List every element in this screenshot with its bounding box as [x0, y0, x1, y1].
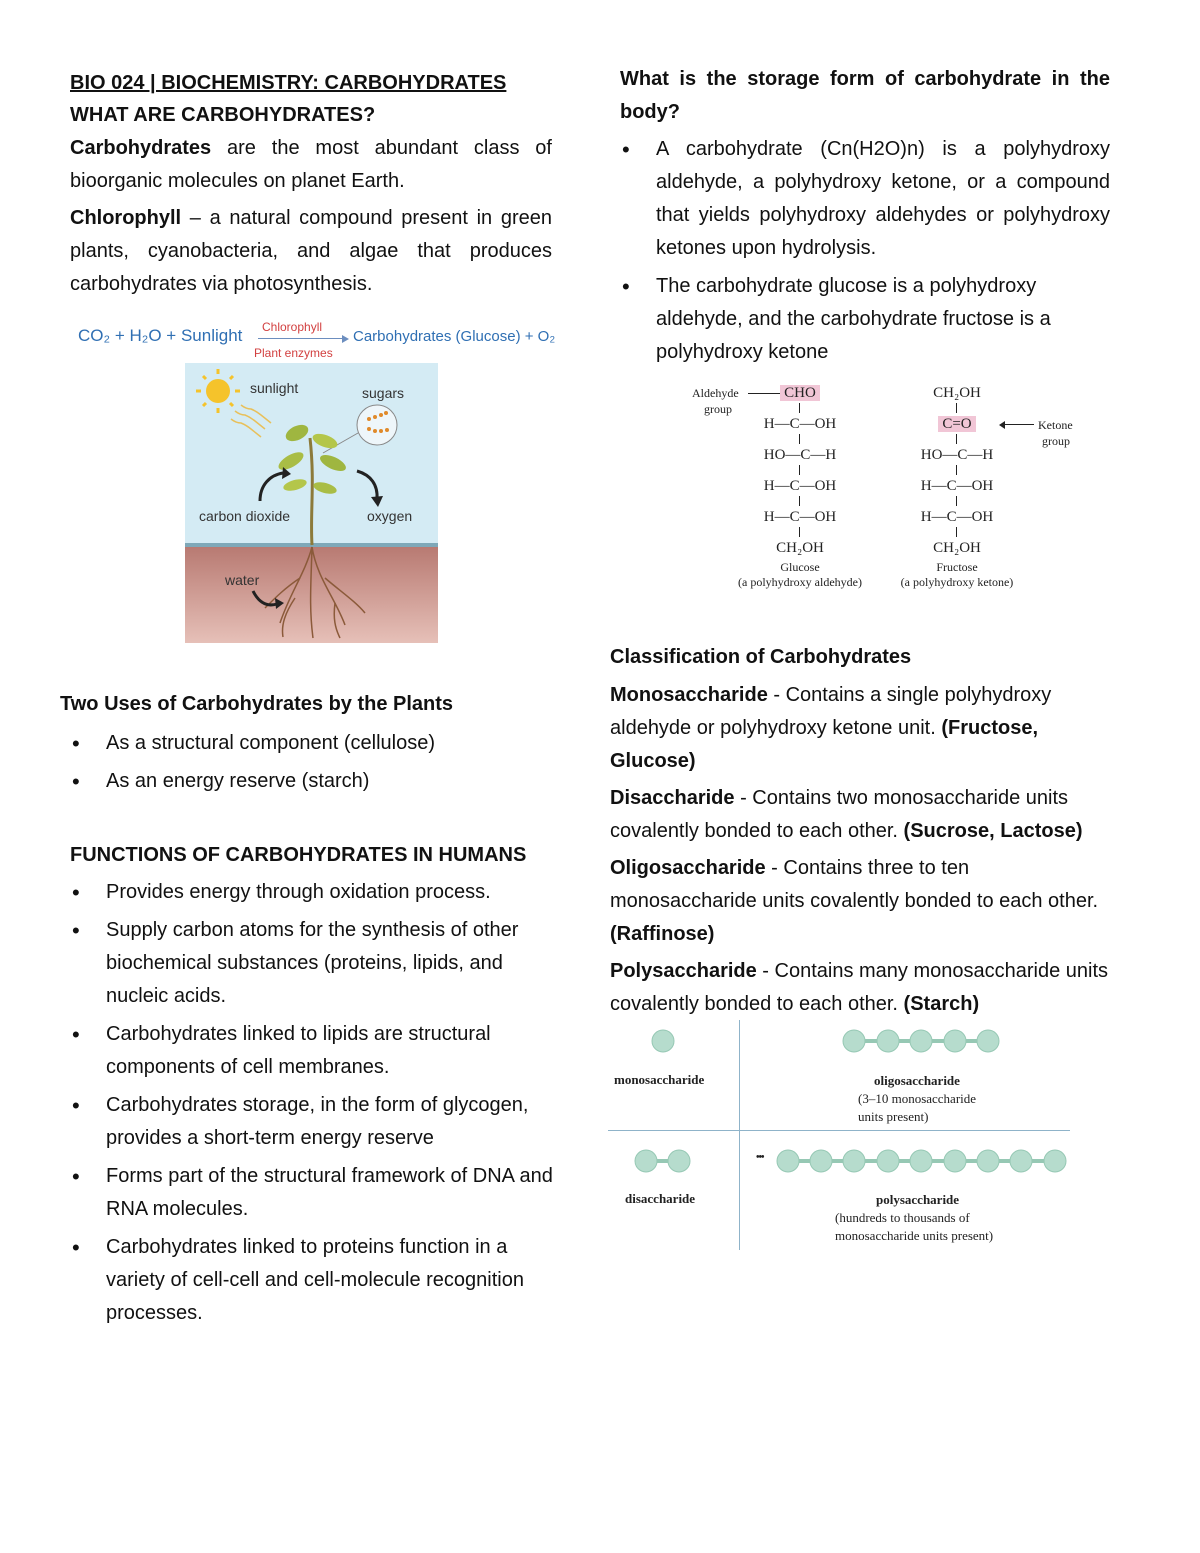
poly-desc-2: monosaccharide units present): [835, 1228, 994, 1243]
class-example: (Fructose, Glucose): [610, 717, 1039, 772]
plant-uses-section: [60, 688, 560, 803]
storage-list: [620, 133, 1110, 369]
fructose-bonds: [956, 465, 957, 475]
class-def: - Contains a single polyhydroxy aldehyde or polyhydroxy ketone unit.: [610, 684, 1052, 739]
ketone-highlight: C=O: [938, 416, 975, 432]
uses-list: [70, 727, 560, 798]
class-def: - Contains three to ten monosaccharide units covalently bonded to each other.: [610, 857, 1099, 912]
aldehyde-highlight: CHO: [780, 385, 820, 401]
label-disaccharide: disaccharide: [625, 1191, 696, 1206]
fructose-bonds: [956, 434, 957, 444]
storage-heading: What is the storage form of carbohydrate in the body?: [620, 68, 1110, 123]
label-water: water: [225, 572, 260, 588]
glucose-row: CH₂OH: [776, 540, 824, 556]
fructose-row: H—C—OH: [920, 509, 994, 525]
list-item: • Carbohydrates storage, in the form of glycogen, provides a short-term energy reserve: [70, 1089, 560, 1155]
label-oxygen: oxygen: [367, 508, 413, 524]
fructose-structure: [887, 382, 1027, 559]
label-oligosaccharide: oligosaccharide: [874, 1073, 960, 1088]
carb-term: Carbohydrates: [70, 137, 212, 159]
class-polysaccharide: [610, 955, 1115, 1021]
list-item: • As an energy reserve (starch): [70, 765, 560, 798]
label-carbon-dioxide: carbon dioxide: [199, 508, 291, 524]
photosynthesis-equation: [78, 318, 568, 362]
class-monosaccharide: [610, 679, 1115, 778]
class-term: Polysaccharide: [610, 960, 757, 982]
class-oligosaccharide: [610, 852, 1115, 951]
functions-section: [70, 839, 560, 1335]
equation-enzymes: Plant enzymes: [254, 346, 333, 360]
class-example: (Sucrose, Lactose): [903, 820, 1083, 842]
glucose-row: H—C—OH: [763, 416, 837, 432]
arrow-head-icon: [342, 335, 349, 343]
glucose-fructose-structures: [690, 380, 1090, 595]
list-item: • Provides energy through oxidation process.: [70, 876, 560, 909]
poly-desc-1: (hundreds to thousands of: [835, 1210, 970, 1225]
ketone-arrow: [1004, 424, 1034, 425]
list-item: • Carbohydrates linked to proteins function in a variety of cell-cell and cell-molecule recognition processes.: [70, 1231, 560, 1330]
label-sunlight: sunlight: [250, 380, 299, 396]
glucose-bonds: [799, 403, 800, 413]
class-term: Monosaccharide: [610, 684, 768, 706]
glucose-caption: [720, 560, 880, 590]
glucose-row: HO—C—H: [763, 447, 837, 463]
class-example: (Raffinose): [610, 923, 715, 945]
list-item: • Forms part of the structural framework of DNA and RNA molecules.: [70, 1160, 560, 1226]
fructose-bonds: [956, 527, 957, 537]
arrow-head-icon: [999, 421, 1005, 429]
list-item: • A carbohydrate (Cn(H2O)n) is a polyhydroxy aldehyde, a polyhydroxy ketone, or a compound that yields polyhydroxy aldehydes or polyhydroxy ketones upon hydrolysis.: [620, 133, 1110, 265]
equation-arrow: [258, 338, 346, 339]
list-item: • As a structural component (cellulose): [70, 727, 560, 760]
fructose-row: CH₂OH: [933, 540, 981, 556]
class-term: Disaccharide: [610, 787, 735, 809]
list-item: • The carbohydrate glucose is a polyhydroxy aldehyde, and the carbohydrate fructose is a polyhydroxy ketone: [620, 270, 1110, 369]
label-sugars: sugars: [362, 385, 405, 401]
equation-catalyst: Chlorophyll: [262, 320, 323, 334]
functions-heading: FUNCTIONS OF CARBOHYDRATES IN HUMANS: [70, 844, 527, 866]
storage-section: [620, 63, 1110, 374]
label-monosaccharide: monosaccharide: [614, 1072, 705, 1087]
carb-def-text: are the most abundant class of bioorganic molecules on planet Earth.: [70, 137, 552, 192]
aldehyde-label: Aldehyde: [692, 386, 739, 400]
chlorophyll-definition: [70, 202, 552, 301]
list-item: • Supply carbon atoms for the synthesis of other biochemical substances (proteins, lipids, and nucleic acids.: [70, 914, 560, 1013]
page-title: BIO 024 | BIOCHEMISTRY: CARBOHYDRATES: [70, 72, 507, 94]
classification-section: [610, 641, 1115, 1025]
equation-products: Carbohydrates (Glucose) + O₂: [353, 328, 556, 345]
glucose-bonds: [799, 527, 800, 537]
plant-illustration: [185, 363, 438, 643]
glucose-bonds: [799, 434, 800, 444]
oligo-desc-2: units present): [858, 1109, 929, 1124]
ketone-label-group: group: [1042, 434, 1070, 448]
fructose-row: HO—C—H: [920, 447, 994, 463]
saccharide-figure: [608, 1020, 1073, 1250]
glucose-desc: (a polyhydroxy aldehyde): [738, 575, 862, 589]
glucose-row: H—C—OH: [763, 478, 837, 494]
classification-heading: Classification of Carbohydrates: [610, 646, 912, 668]
class-disaccharide: [610, 782, 1115, 848]
left-column: [70, 68, 552, 301]
fructose-caption: [877, 560, 1037, 590]
fructose-row: H—C—OH: [920, 478, 994, 494]
fructose-row: CH₂OH: [933, 385, 981, 401]
label-oligosaccharide-block: [858, 1072, 976, 1126]
class-def: - Contains many monosaccharide units covalently bonded to each other.: [610, 960, 1109, 1015]
photosynthesis-diagram: [185, 363, 438, 643]
glucose-bonds: [799, 465, 800, 475]
fructose-row-ketone: [887, 413, 1027, 444]
glucose-structure: [730, 382, 870, 559]
class-term: Oligosaccharide: [610, 857, 766, 879]
class-def: - Contains two monosaccharide units covalently bonded to each other.: [610, 787, 1069, 842]
fructose-bonds: [956, 496, 957, 506]
oligo-desc-1: (3–10 monosaccharide: [858, 1091, 977, 1106]
ketone-label: Ketone: [1038, 418, 1073, 432]
ellipsis-label: •••: [756, 1152, 764, 1163]
chlorophyll-def-text: – a natural compound present in green plants, cyanobacteria, and algae that produces carbohydrates via photosynthesis.: [70, 207, 552, 295]
chlorophyll-term: Chlorophyll: [70, 207, 182, 229]
label-polysaccharide: polysaccharide: [876, 1192, 960, 1207]
label-polysaccharide-block: [835, 1191, 993, 1245]
glucose-row-cho: [730, 382, 870, 413]
fructose-desc: (a polyhydroxy ketone): [900, 575, 1014, 589]
carb-definition: [70, 132, 552, 198]
aldehyde-label-group: group: [704, 402, 732, 416]
what-heading: WHAT ARE CARBOHYDRATES?: [70, 104, 376, 126]
fructose-name: Fructose: [936, 560, 978, 574]
class-example: (Starch): [903, 993, 980, 1015]
uses-heading: Two Uses of Carbohydrates by the Plants: [60, 693, 454, 715]
glucose-name: Glucose: [780, 560, 820, 574]
list-item: • Carbohydrates linked to lipids are structural components of cell membranes.: [70, 1018, 560, 1084]
functions-list: [70, 876, 560, 1330]
fructose-bonds: [956, 403, 957, 413]
glucose-row: H—C—OH: [763, 509, 837, 525]
equation-reactants: CO₂ + H₂O + Sunlight: [78, 326, 243, 345]
glucose-bonds: [799, 496, 800, 506]
